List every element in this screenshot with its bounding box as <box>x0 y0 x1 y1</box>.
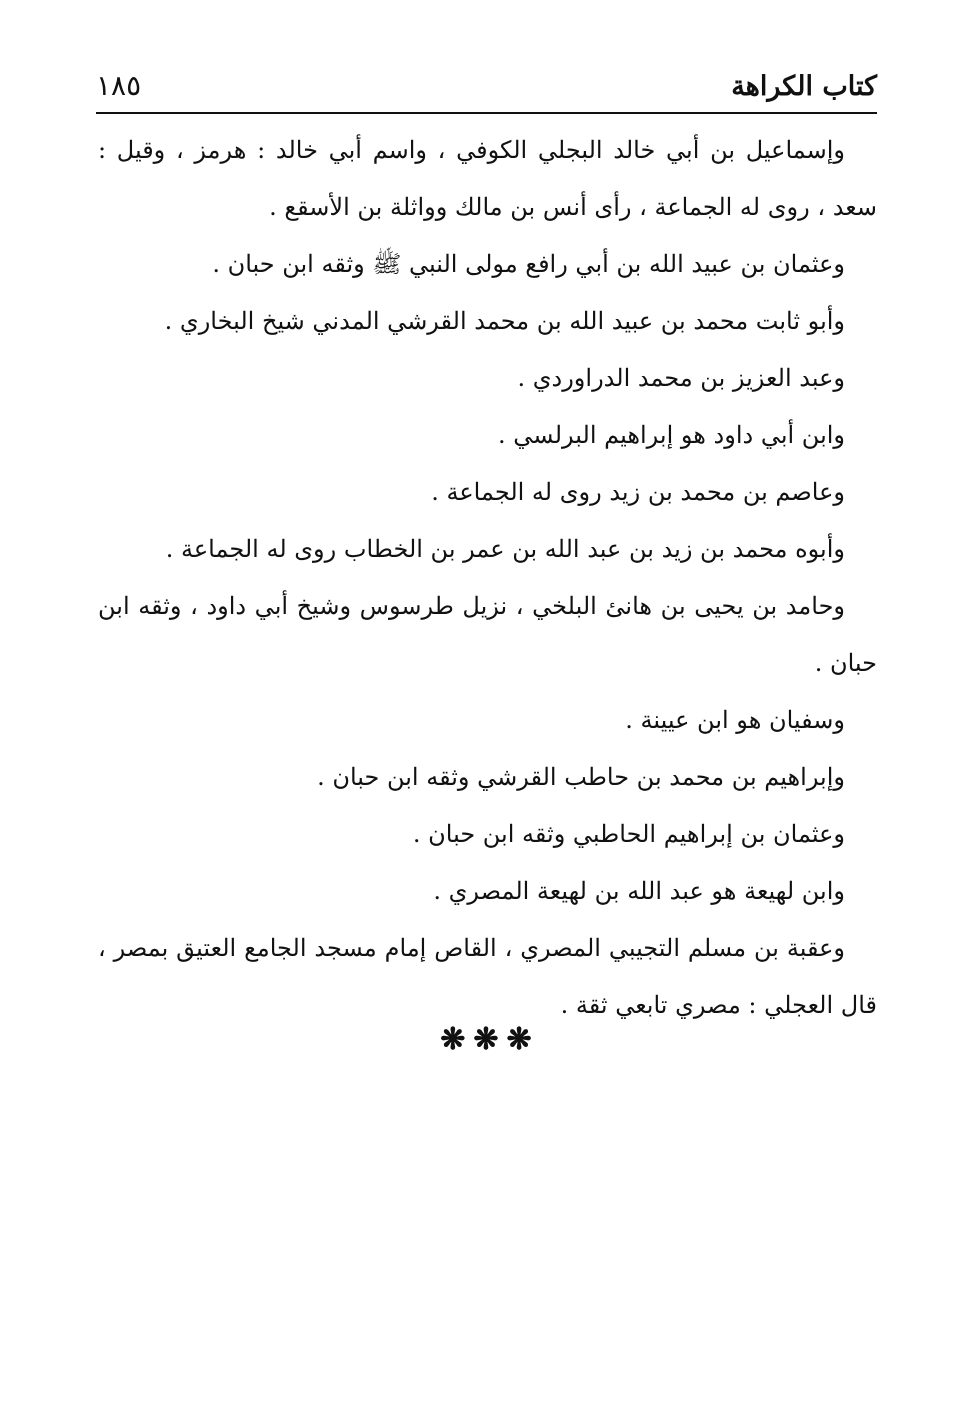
chapter-title: كتاب الكراهة <box>731 71 877 102</box>
paragraph: وعبد العزيز بن محمد الدراوردي . <box>517 364 845 392</box>
paragraph: وعقبة بن مسلم التجيبي المصري ، القاص إمام مسجد الجامع العتيق بمصر ، قال العجلي : مصري تابعي ثقة . <box>98 934 877 1019</box>
paragraph: وأبوه محمد بن زيد بن عبد الله بن عمر بن الخطاب روى له الجماعة . <box>165 535 845 563</box>
paragraph: وأبو ثابت محمد بن عبيد الله بن محمد القرشي المدني شيخ البخاري . <box>164 307 845 335</box>
paragraph: وإبراهيم بن محمد بن حاطب القرشي وثقه ابن حبان . <box>317 763 845 791</box>
paragraph: وعاصم بن محمد بن زيد روى له الجماعة . <box>431 478 845 506</box>
paragraph: وابن لهيعة هو عبد الله بن لهيعة المصري . <box>433 877 845 905</box>
paragraph: وإسماعيل بن أبي خالد البجلي الكوفي ، واسم أبي خالد : هرمز ، وقيل : سعد ، روى له الجماعة ، رأى أنس بن مالك وواثلة بن الأسقع . <box>98 136 877 221</box>
header-rule <box>96 112 877 114</box>
running-header <box>96 58 877 102</box>
paragraph: وعثمان بن إبراهيم الحاطبي وثقه ابن حبان . <box>412 820 845 848</box>
paragraph: وحامد بن يحيى بن هانئ البلخي ، نزيل طرسوس وشيخ أبي داود ، وثقه ابن حبان . <box>98 592 877 677</box>
paragraph: وسفيان هو ابن عيينة . <box>625 706 845 734</box>
paragraph: وعثمان بن عبيد الله بن أبي رافع مولى النبي ﷺ وثقه ابن حبان . <box>212 250 845 278</box>
page-number: ١٨٥ <box>96 69 142 102</box>
paragraph: وابن أبي داود هو إبراهيم البرلسي . <box>498 421 845 449</box>
section-end-ornament: ❋❋❋ <box>440 1022 540 1057</box>
body-text <box>98 122 877 1034</box>
